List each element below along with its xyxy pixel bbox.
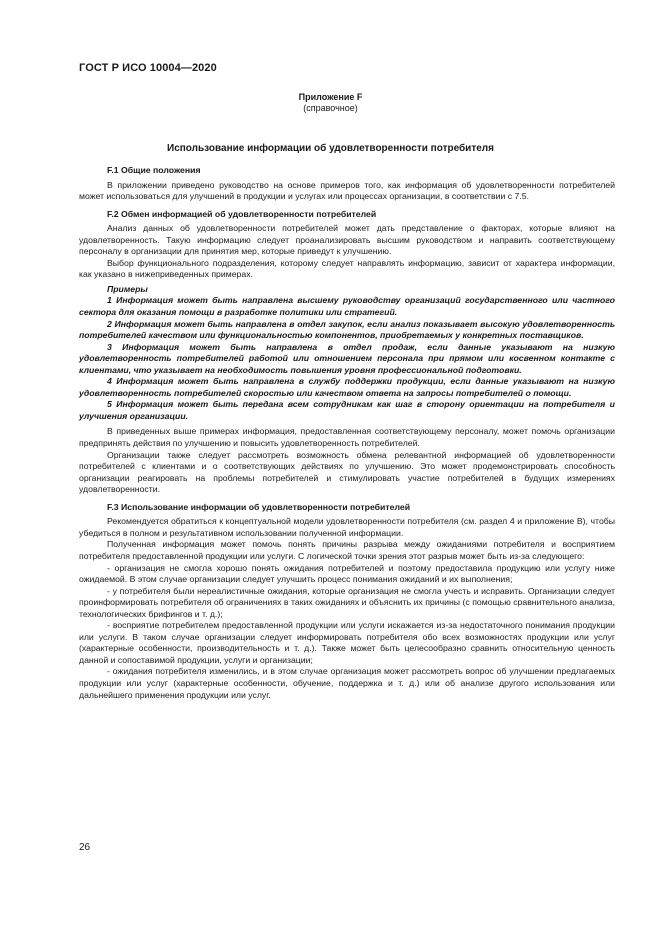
example-item: 4 Информация может быть направлена в службу поддержки продукции, если данные указывают на низкую удовлетворенность потребителей скоростью или качеством ответа на запросы потребителей о помощи. <box>79 376 615 398</box>
paragraph: Полученная информация может помочь понять причины разрыва между ожиданиями потребителя и восприятием потребителя предоставленной продукции или услуги. С логической точки зрения этот разрыв может быть из-за следующего: <box>79 539 615 561</box>
section-f1-heading: F.1 Общие положения <box>107 165 201 175</box>
paragraph: Рекомендуется обратиться к концептуальной модели удовлетворенности потребителя (см. раздел 4 и приложение В), чтобы убедиться в полном и результативном использовании полученной информации. <box>79 516 615 538</box>
list-item: - у потребителя были нереалистичные ожидания, которые организация не смогла учесть и исправить. Организации следует проинформировать потребителя об ограничениях в таких ожиданиях и объяснить их причины (с помощью сравнительного анализа, технологических брифингов и т. д.); <box>79 585 615 619</box>
example-item: 1 Информация может быть направлена высшему руководству организаций государственного или частного сектора для оказания помощи в разработке политики или стратегий. <box>79 295 615 318</box>
document-body <box>79 163 615 701</box>
page-title: Использование информации об удовлетворенности потребителя <box>167 143 494 154</box>
annex-title: Приложение F <box>298 92 363 102</box>
paragraph: В приведенных выше примерах информация, предоставленная соответствующему персоналу, может помочь организации предпринять действия по улучшению и повысить удовлетворенность потребителей. <box>79 426 615 449</box>
examples-heading: Примеры <box>107 283 148 294</box>
annex-note: (справочное) <box>303 103 358 113</box>
example-item: 2 Информация может быть направлена в отдел закупок, если анализ показывает высокую удовлетворенность потребителей качеством или функциональностью компонентов, приобретаемых у конкретных поставщиков. <box>79 318 615 341</box>
page-number: 26 <box>79 842 91 853</box>
example-item: 5 Информация может быть передана всем сотрудникам как шаг в сторону ориентации на потребителя и улучшения организации. <box>79 399 615 421</box>
section-f2-heading: F.2 Обмен информацией об удовлетворенности потребителей <box>107 208 377 219</box>
example-item: 3 Информация может быть направлена в отдел продаж, если данные указывают на низкую удовлетворенность потребителей работой или отношением персонала при прямом или косвенном контакте с клиентами, что указывает на необходимость повышения уровня профессиональной подготовки. <box>79 341 615 375</box>
list-item: - организация не смогла хорошо понять ожидания потребителей и поэтому предоставила продукцию или услугу ниже ожидаемой. В этом случае организации следует улучшить процесс понимания ожиданий и их выполнения; <box>79 562 615 585</box>
list-item: - восприятие потребителем предоставленной продукции или услуги искажается из-за недостаточного понимания продукции или услуги. В таком случае организации следует информировать потребителя обо всех возможностях продукции или услуг (характерные особенности, производительность и т. д.). Также может быть целесообразно сравнить относительную ценность данной и сопоставимой продукции, услуги и организации; <box>79 620 615 665</box>
section-f3-heading: F.3 Использование информации об удовлетворенности потребителей <box>107 501 411 512</box>
paragraph: Выбор функционального подразделения, которому следует направлять информацию, зависит от характера информации, как указано в нижеприведенных примерах. <box>79 257 615 280</box>
paragraph: В приложении приведено руководство на основе примеров того, как информация об удовлетворенности потребителей может использоваться для улучшений в продукции и услугах или процессах организации, в соответствии с 7.5. <box>79 179 615 202</box>
annex-label <box>0 92 661 114</box>
standard-header: ГОСТ Р ИСО 10004—2020 <box>79 62 217 74</box>
list-item: - ожидания потребителя изменились, и в этом случае организация может рассмотреть вопрос об улучшении предлагаемых продукции или услуг (характерные особенности, обучение, поддержка и т. д.) или об анализе другого использования или дальнейшего применения продукции или услуг. <box>79 666 615 700</box>
paragraph: Анализ данных об удовлетворенности потребителей может дать представление о факторах, которые влияют на удовлетворенность. Такую информацию следует проанализировать высшим руководством и направить соответствующему персоналу в организации для принятия мер, которые приведут к улучшению. <box>79 223 615 257</box>
paragraph: Организации также следует рассмотреть возможность обмена релевантной информацией об удовлетворенности потребителей с клиентами и о соответствующих действиях по улучшению. Это может продемонстрировать способность организации реагировать на проблемы потребителей и стимулировать участие потребителей в будущих измерениях удовлетворенности. <box>79 449 615 495</box>
